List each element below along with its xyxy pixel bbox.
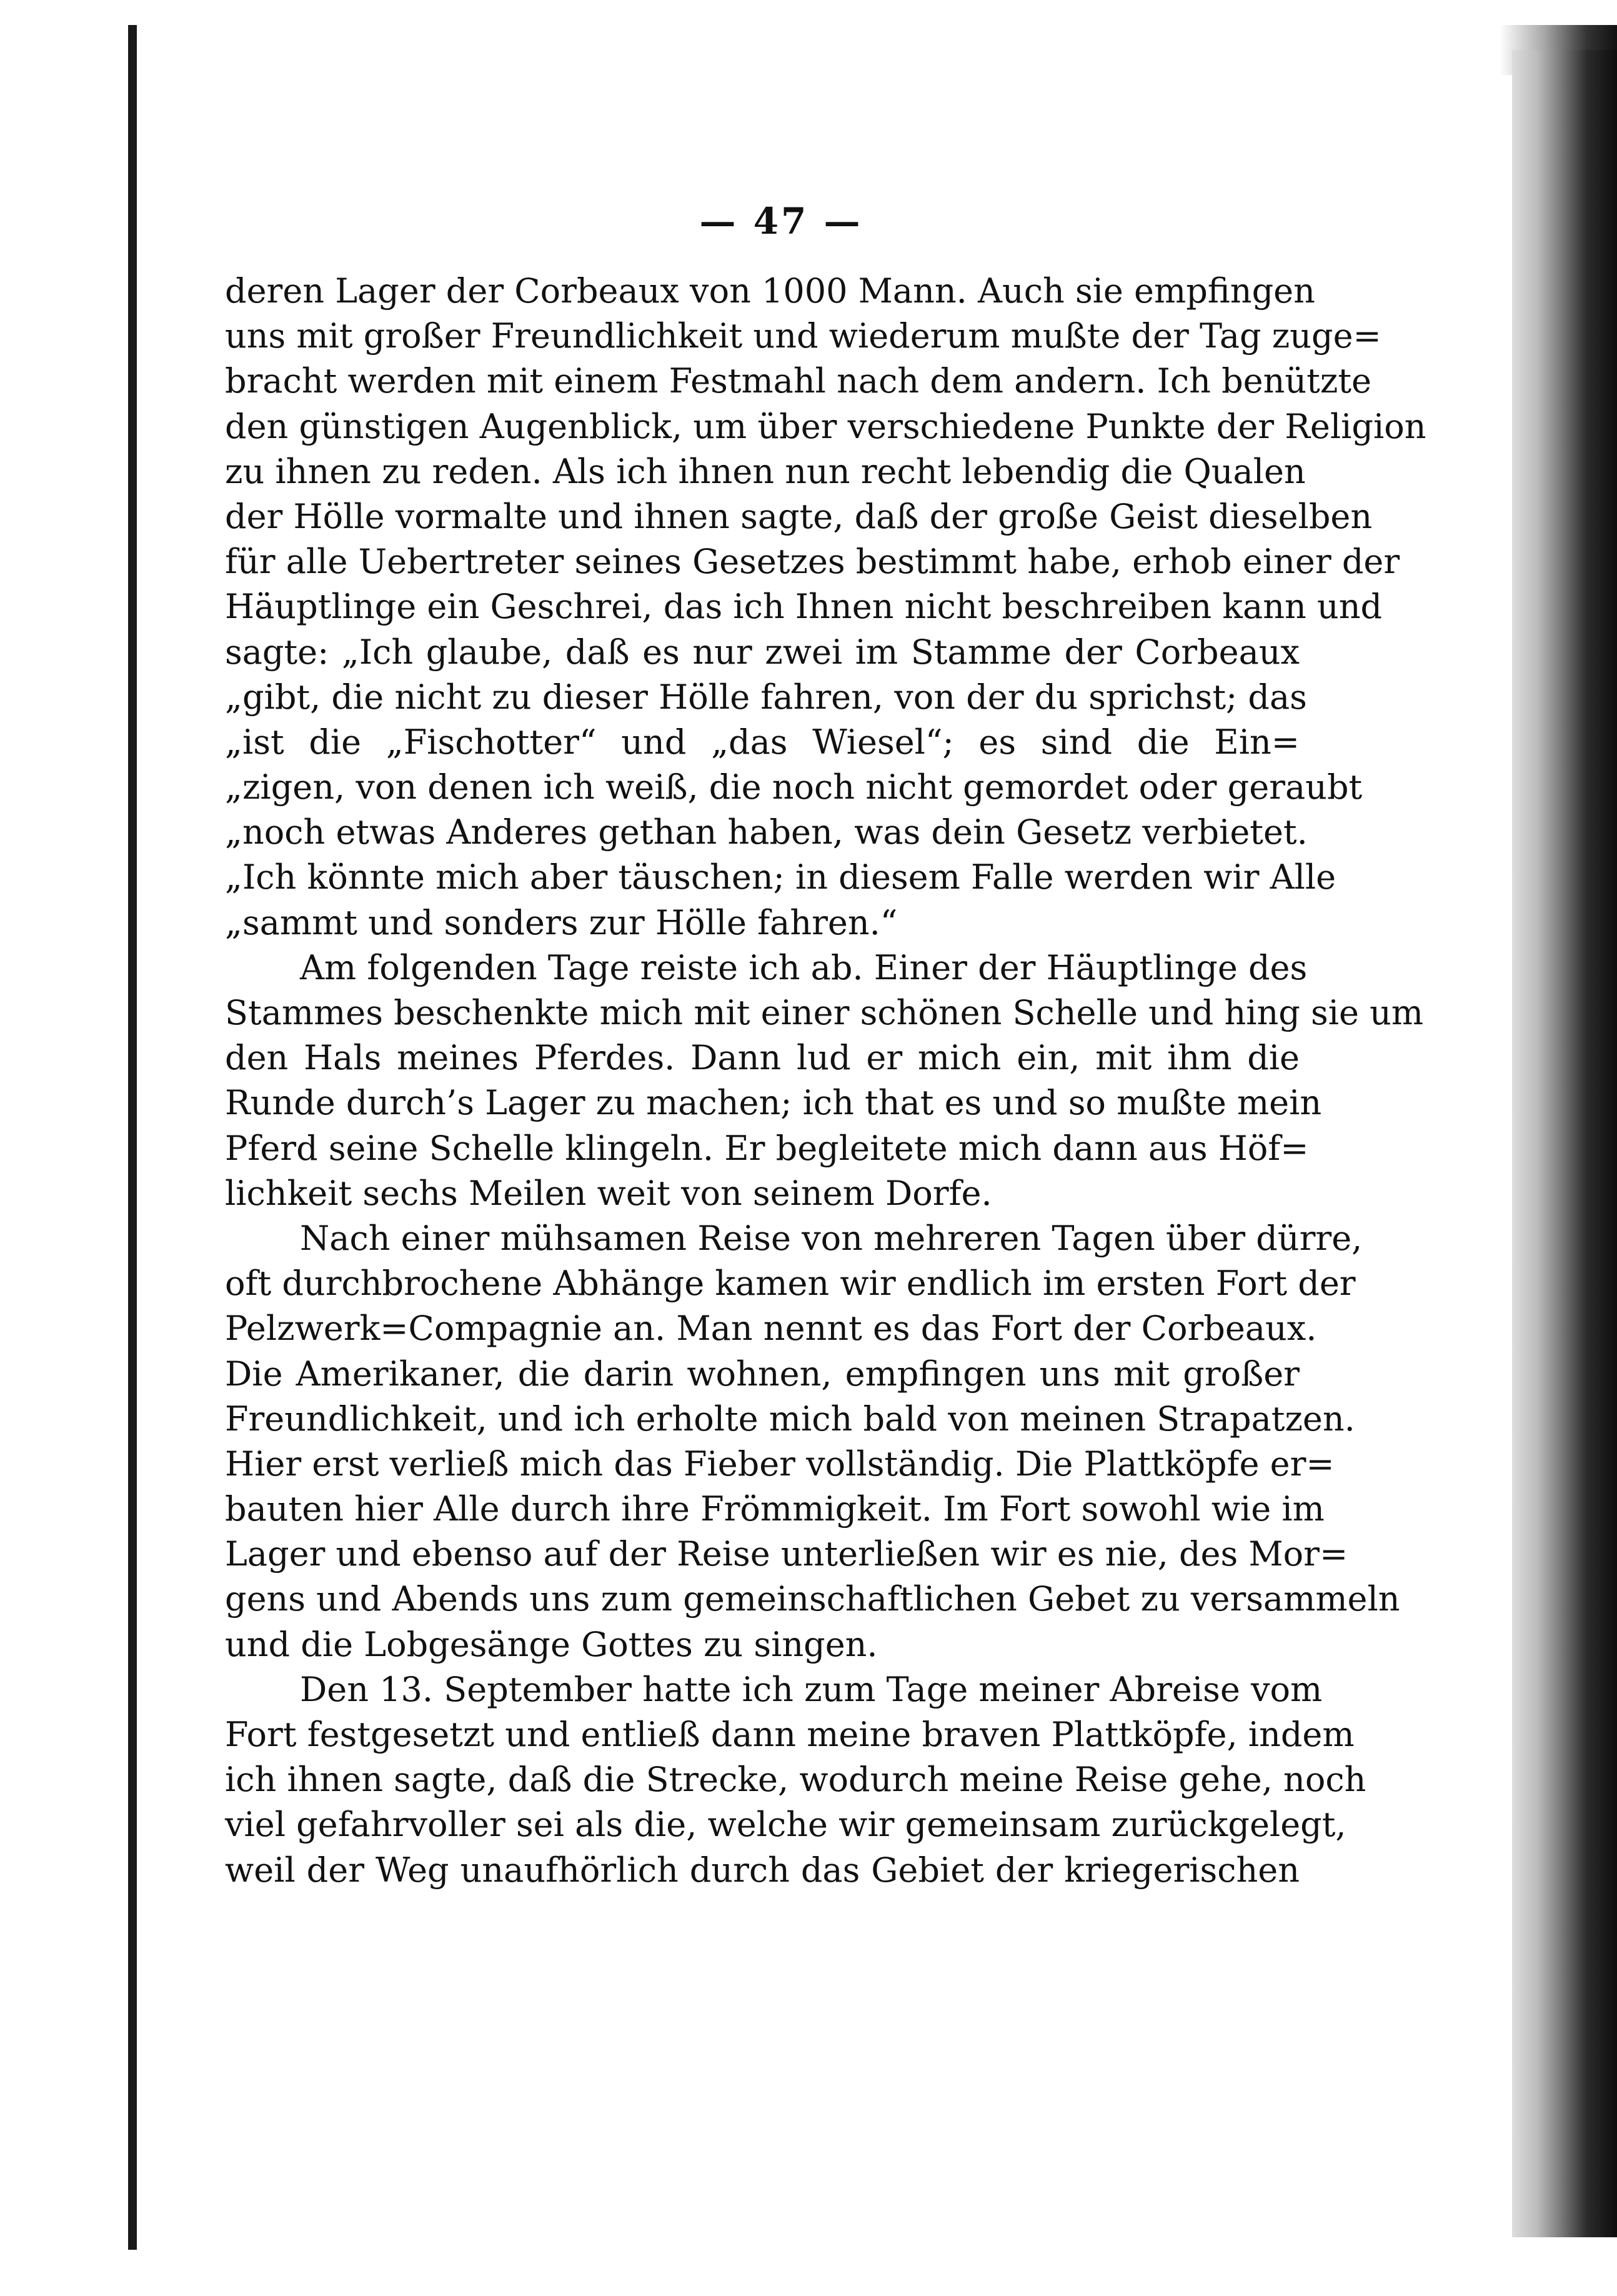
text-line: bauten hier Alle durch ihre Frömmigkeit. Im Fort sowohl wie im [225, 1489, 1325, 1529]
page-left-edge [128, 25, 137, 2250]
text-line: Freundlichkeit, und ich erholte mich bald von meinen Strapatzen. [225, 1399, 1355, 1439]
text-line: uns mit großer Freundlichkeit und wiederum mußte der Tag zuge= [225, 316, 1381, 356]
text-line: Am folgenden Tage reiste ich ab. Einer der Häuptlinge des [300, 947, 1308, 987]
text-line: der Hölle vormalte und ihnen sagte, daß der große Geist dieselben [225, 496, 1373, 536]
text-line: lichkeit sechs Meilen weit von seinem Dorfe. [225, 1173, 992, 1213]
text-line: Fort festgesetzt und entließ dann meine braven Plattköpfe, indem [225, 1715, 1355, 1754]
text-line: Pelzwerk=Compagnie an. Man nennt es das Fort der Corbeaux. [225, 1309, 1317, 1349]
text-line: Hier erst verließ mich das Fieber vollständig. Die Plattköpfe er= [225, 1444, 1335, 1484]
text-line: weil der Weg unaufhörlich durch das Gebiet der kriegerischen [225, 1850, 1300, 1890]
text-line: Die Amerikaner, die darin wohnen, empfingen uns mit großer [225, 1354, 1300, 1394]
text-line: „Ich könnte mich aber täuschen; in diesem Falle werden wir Alle [225, 857, 1336, 897]
text-line: Den 13. September hatte ich zum Tage meiner Abreise vom [300, 1669, 1323, 1709]
text-line: Pferd seine Schelle klingeln. Er begleitete mich dann aus Höf= [225, 1128, 1309, 1168]
text-line: „zigen, von denen ich weiß, die noch nicht gemordet oder geraubt [225, 767, 1363, 807]
text-line: den günstigen Augenblick, um über verschiedene Punkte der Religion [225, 406, 1426, 446]
text-line: sagte: „Ich glaube, daß es nur zwei im Stamme der Corbeaux [225, 632, 1300, 672]
text-line: deren Lager der Corbeaux von 1000 Mann. Auch sie empfingen [225, 271, 1315, 311]
page-right-edge-shadow [1512, 50, 1617, 2237]
text-line: „noch etwas Anderes gethan haben, was dein Gesetz verbietet. [225, 812, 1308, 852]
text-line: für alle Uebertreter seines Gesetzes bestimmt habe, erhob einer der [225, 542, 1400, 582]
text-line: gens und Abends uns zum gemeinschaftlichen Gebet zu versammeln [225, 1579, 1400, 1619]
text-line: Runde durch’s Lager zu machen; ich that es und so mußte mein [225, 1083, 1322, 1123]
text-line: viel gefahrvoller sei als die, welche wir gemeinsam zurückgelegt, [225, 1805, 1346, 1845]
text-line: „gibt, die nicht zu dieser Hölle fahren, von der du sprichst; das [225, 677, 1307, 717]
text-line: „sammt und sonders zur Hölle fahren.“ [225, 902, 898, 942]
text-line: oft durchbrochene Abhänge kamen wir endlich im ersten Fort der [225, 1264, 1356, 1304]
text-line: bracht werden mit einem Festmahl nach dem andern. Ich benützte [225, 361, 1371, 401]
text-line: ich ihnen sagte, daß die Strecke, wodurch meine Reise gehe, noch [225, 1760, 1366, 1800]
text-line: Stammes beschenkte mich mit einer schönen Schelle und hing sie um [225, 993, 1424, 1032]
page-number: — 47 — [699, 200, 863, 242]
text-line: Lager und ebenso auf der Reise unterließen wir es nie, des Mor= [225, 1534, 1348, 1574]
text-line: zu ihnen zu reden. Als ich ihnen nun recht lebendig die Qualen [225, 451, 1306, 491]
page-body [225, 269, 1426, 1893]
text-line: Nach einer mühsamen Reise von mehreren Tagen über dürre, [300, 1218, 1363, 1258]
text-line: den Hals meines Pferdes. Dann lud er mich ein, mit ihm die [225, 1038, 1300, 1078]
text-line: „ist die „Fischotter“ und „das Wiesel“; es sind die Ein= [225, 722, 1300, 762]
text-line: Häuptlinge ein Geschrei, das ich Ihnen nicht beschreiben kann und [225, 587, 1383, 627]
text-line: und die Lobgesänge Gottes zu singen. [225, 1624, 878, 1664]
